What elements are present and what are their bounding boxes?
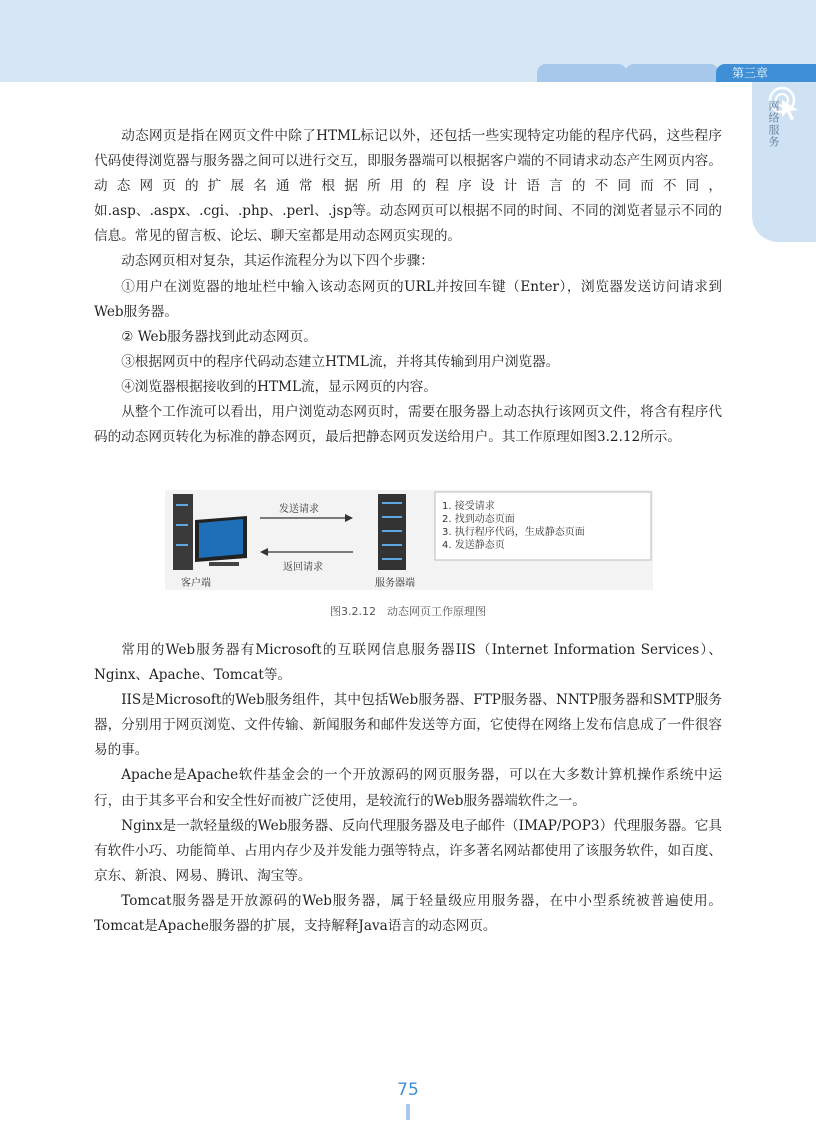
return-request-label: 返回请求 [283,562,323,573]
step-item: 1. 接受请求 [442,501,495,512]
paragraph: 动态网页是指在网页文件中除了HTML标记以外，还包括一些实现特定功能的程序代码，这些程序代码使得浏览器与服务器之间可以进行交互，即服务器端可以根据客户端的不同请求动态产生网页内容。动态网页的扩展名通常根据所用的程序设计语言的不同而不同，如.asp、.aspx、.cgi、.php、.perl、.jsp等。动态网页可以根据不同的时间、不同的浏览者显示不同的信息。常见的留言板、论坛、聊天室都是用动态网页实现的。 [94,128,722,245]
paragraph: 动态网页相对复杂，其运作流程分为以下四个步骤： [121,253,434,270]
step-item: 2. 找到动态页面 [442,514,515,525]
header-tab [537,64,627,82]
figure-caption: 图3.2.12 动态网页工作原理图 [330,605,486,618]
paragraph: 从整个工作流可以看出，用户浏览动态网页时，需要在服务器上动态执行该网页文件，将含有程序代码的动态网页转化为标准的静态网页，最后把静态网页发送给用户。其工作原理如图3.2.12所示。 [94,404,722,446]
workflow-figure [165,490,653,590]
page-number: 75 [397,1080,419,1100]
send-request-label: 发送请求 [279,504,319,515]
section-label: 网络服务 [767,100,780,148]
page-number-bar [406,1104,410,1120]
paragraph: Apache是Apache软件基金会的一个开放源码的网页服务器，可以在大多数计算机操作系统中运行，由于其多平台和安全性好而被广泛使用，是较流行的Web服务器端软件之一。 [94,767,722,809]
paragraph: ③根据网页中的程序代码动态建立HTML流，并将其传输到用户浏览器。 [121,353,560,370]
step-item: 3. 执行程序代码，生成静态页面 [442,527,585,538]
steps-list [442,500,585,552]
body-text-bottom [94,638,722,939]
paragraph: Nginx是一款轻量级的Web服务器、反向代理服务器及电子邮件（IMAP/POP3）代理服务器。它具有软件小巧、功能简单、占用内存少及并发能力强等特点，许多著名网站都使用了该服务软件，如百度、京东、新浪、网易、腾讯、淘宝等。 [94,817,722,884]
paragraph: IIS是Microsoft的Web服务组件，其中包括Web服务器、FTP服务器、NNTP服务器和SMTP服务器，分别用于网页浏览、文件传输、新闻服务和邮件发送等方面，它使得在网络上发布信息成了一件很容易的事。 [94,692,722,759]
client-label: 客户端 [181,578,211,589]
client-computer-icon [173,494,247,570]
step-item: 4. 发送静态页 [442,540,505,551]
chapter-tab: 第三章 [716,64,816,82]
header-tab [625,64,719,82]
paragraph: ④浏览器根据接收到的HTML流，显示网页的内容。 [121,378,437,395]
server-icon [378,494,406,570]
paragraph: ② Web服务器找到此动态网页。 [121,328,317,345]
paragraph: ①用户在浏览器的地址栏中输入该动态网页的URL并按回车键（Enter），浏览器发送访问请求到Web服务器。 [94,278,722,320]
paragraph: Tomcat服务器是开放源码的Web服务器，属于轻量级应用服务器，在中小型系统被普遍使用。Tomcat是Apache服务器的扩展，支持解释Java语言的动态网页。 [94,892,722,935]
body-text-top [94,124,722,450]
server-label: 服务器端 [375,578,415,589]
paragraph: 常用的Web服务器有Microsoft的互联网信息服务器IIS（Internet Information Services）、Nginx、Apache、Tomcat等。 [94,642,722,684]
